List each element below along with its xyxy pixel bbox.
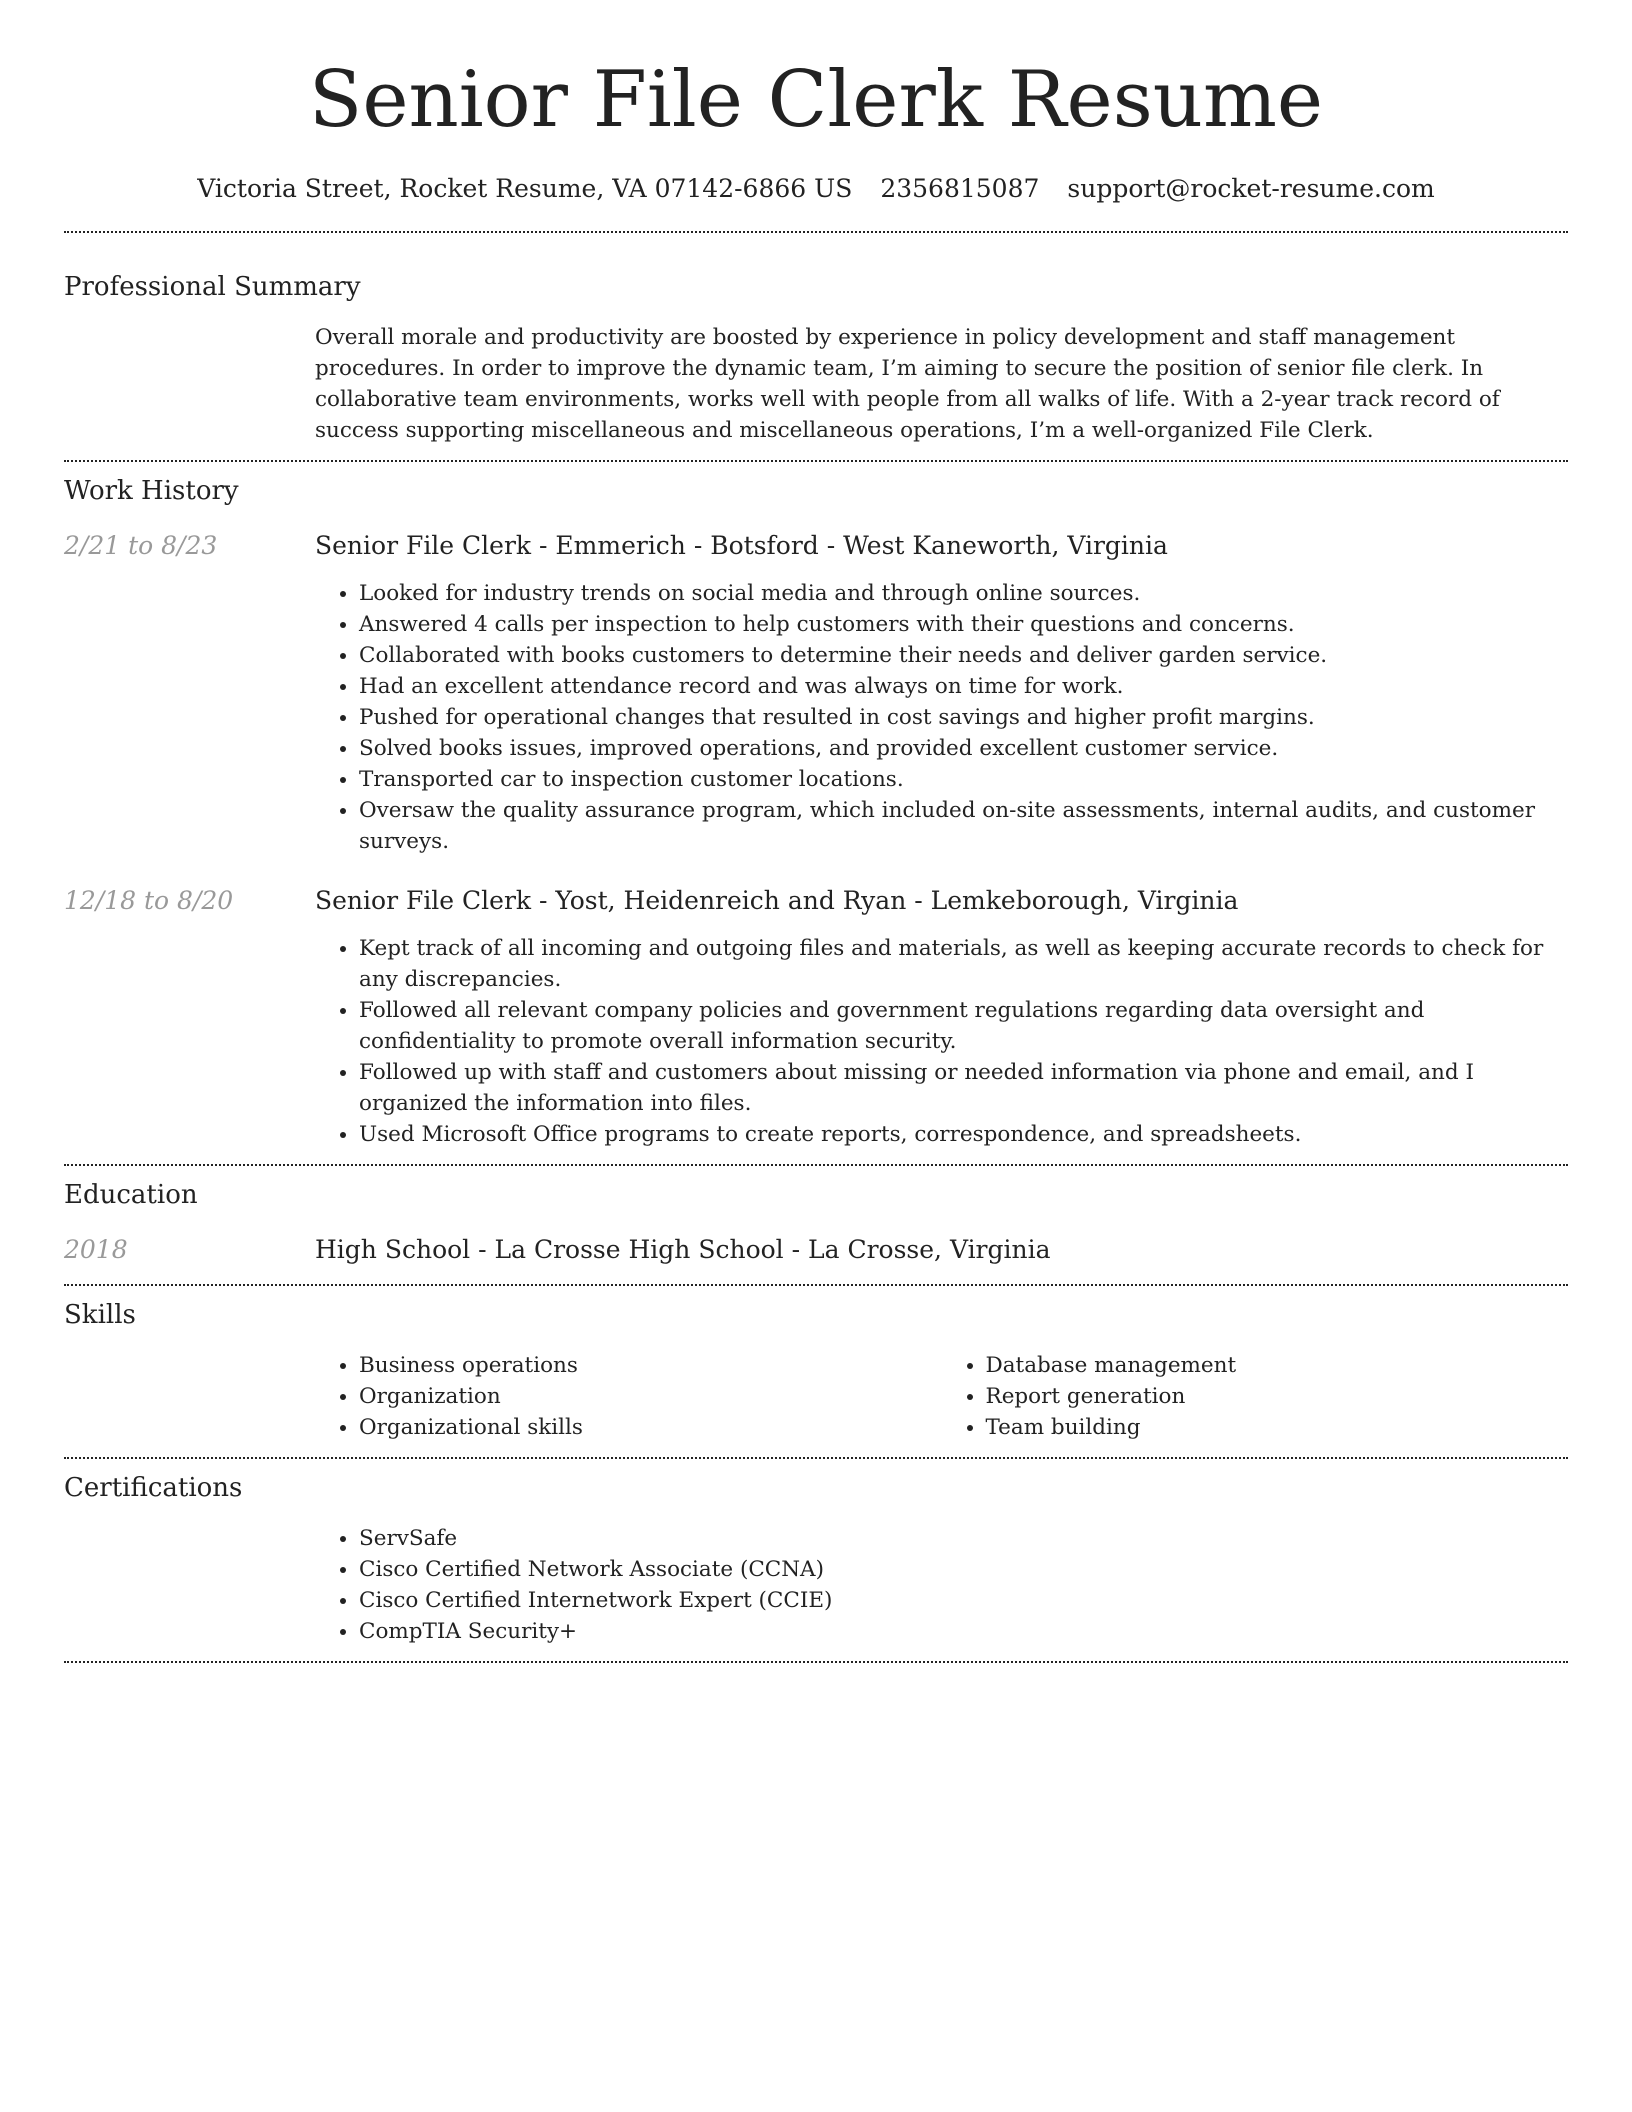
job-heading: Senior File Clerk - Yost, Heidenreich and Ryan - Lemkeborough, Virginia [315, 886, 1239, 915]
section-title-education: Education [64, 1180, 198, 1210]
divider [64, 1661, 1568, 1663]
job-dates: 12/18 to 8/20 [64, 886, 234, 915]
contact-line [64, 172, 1568, 206]
section-title-work: Work History [64, 476, 239, 506]
skill-item: • Database management [986, 1350, 1569, 1381]
skill-item: • Report generation [986, 1381, 1569, 1412]
skill-item: • Organizational skills [359, 1412, 942, 1443]
skills-section [64, 1286, 1568, 1443]
job-bullet: • Oversaw the quality assurance program, which included on-site assessments, internal audits, and customer surveys. [359, 795, 1568, 857]
skills-list-right [942, 1350, 1569, 1443]
contact-phone: 2356815087 [880, 174, 1040, 203]
contact-address: Victoria Street, Rocket Resume, VA 07142-6866 US [197, 174, 853, 203]
education-year: 2018 [64, 1235, 128, 1264]
job-bullet: • Kept track of all incoming and outgoing files and materials, as well as keeping accurate records to check for any discrepancies. [359, 933, 1568, 995]
job-bullet: • Pushed for operational changes that resulted in cost savings and higher profit margins. [359, 702, 1568, 733]
job-heading: Senior File Clerk - Emmerich - Botsford - West Kaneworth, Virginia [315, 531, 1168, 560]
certifications-section [64, 1459, 1568, 1647]
job-entry [64, 530, 1568, 857]
job-entry [64, 885, 1568, 1150]
skill-item: • Organization [359, 1381, 942, 1412]
certification-item: • Cisco Certified Internetwork Expert (CCIE) [359, 1585, 1568, 1616]
job-bullet: • Solved books issues, improved operations, and provided excellent customer service. [359, 733, 1568, 764]
job-bullet: • Transported car to inspection customer locations. [359, 764, 1568, 795]
education-entry [64, 1234, 1568, 1266]
certification-item: • CompTIA Security+ [359, 1616, 1568, 1647]
job-bullet: • Collaborated with books customers to determine their needs and deliver garden service. [359, 640, 1568, 671]
certifications-list [315, 1523, 1568, 1647]
job-body [315, 885, 1568, 1150]
job-bullet-list [315, 933, 1568, 1150]
section-title-certifications: Certifications [64, 1473, 243, 1503]
job-body [315, 530, 1568, 857]
job-bullet: • Followed up with staff and customers about missing or needed information via phone and email, and I organized the information into files. [359, 1057, 1568, 1119]
skill-item: • Team building [986, 1412, 1569, 1443]
job-bullet: • Had an excellent attendance record and was always on time for work. [359, 671, 1568, 702]
job-bullet: • Answered 4 calls per inspection to help customers with their questions and concerns. [359, 609, 1568, 640]
skills-columns [315, 1350, 1568, 1443]
skills-list-left [315, 1350, 942, 1443]
section-title-summary: Professional Summary [64, 272, 361, 302]
job-dates: 2/21 to 8/23 [64, 531, 218, 560]
job-bullet: • Used Microsoft Office programs to create reports, correspondence, and spreadsheets. [359, 1119, 1568, 1150]
resume-title: Senior File Clerk Resume [308, 55, 1324, 145]
education-body [315, 1234, 1568, 1266]
resume-header [64, 0, 1568, 206]
section-title-skills: Skills [64, 1300, 136, 1330]
education-section [64, 1166, 1568, 1266]
work-history-section [64, 462, 1568, 1150]
certification-item: • Cisco Certified Network Associate (CCNA) [359, 1554, 1568, 1585]
skill-item: • Business operations [359, 1350, 942, 1381]
professional-summary-section [64, 233, 1568, 446]
job-bullet: • Looked for industry trends on social media and through online sources. [359, 578, 1568, 609]
job-bullet-list [315, 578, 1568, 857]
contact-email: support@rocket-resume.com [1067, 174, 1435, 203]
summary-text: Overall morale and productivity are boosted by experience in policy development and staff management procedures. In order to improve the dynamic team, I’m aiming to secure the position of senior file clerk. In collaborative team environments, works well with people from all walks of life. With a 2-year track record of success supporting miscellaneous and miscellaneous operations, I’m a well-organized File Clerk. [315, 325, 1500, 443]
job-bullet: • Followed all relevant company policies and government regulations regarding data oversight and confidentiality to promote overall information security. [359, 995, 1568, 1057]
certification-item: • ServSafe [359, 1523, 1568, 1554]
education-heading: High School - La Crosse High School - La Crosse, Virginia [315, 1235, 1051, 1264]
